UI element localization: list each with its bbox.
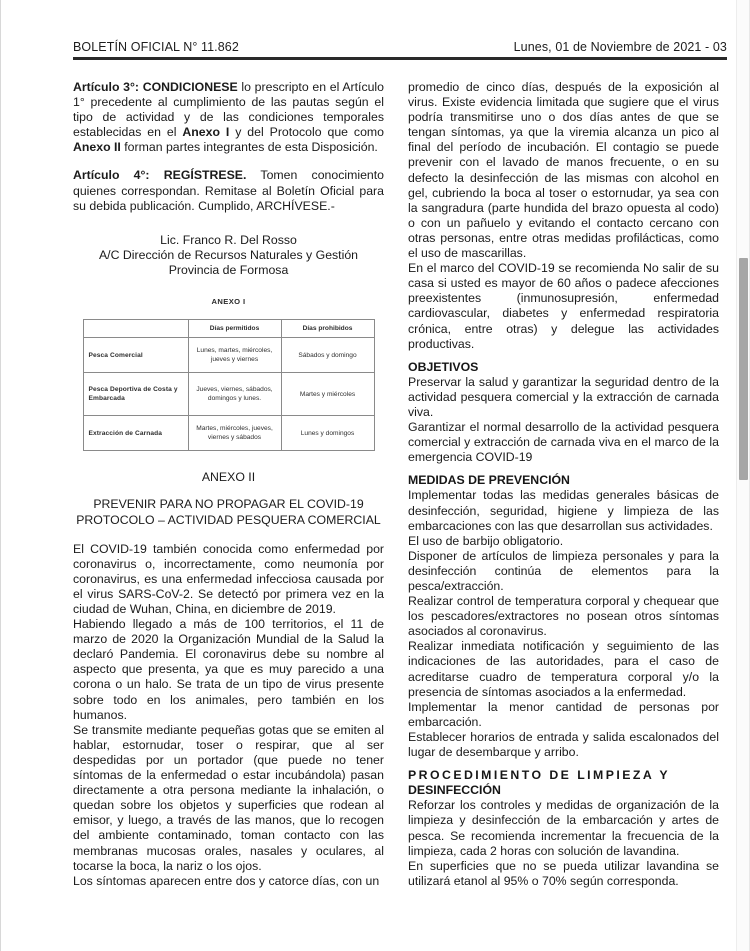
articulo-4-paragraph <box>73 168 384 213</box>
objetivos-item: Preservar la salud y garantizar la seguridad dentro de la actividad pesquera comercial y la extracción de carnada viva. <box>408 374 719 419</box>
articulo-4-label: Artículo 4°: <box>73 168 150 183</box>
right-column <box>408 80 719 945</box>
symptoms-paragraph-start: Los síntomas aparecen entre dos y catorce días, con un <box>73 873 380 888</box>
protocol-title <box>73 497 384 528</box>
articulo-3-text-2: y del Protocolo que como <box>229 125 384 140</box>
articulo-3-text-1: lo prescripto en el Artículo 1° precedente al cumplimiento de las pautas según el tipo de actividad y de las condiciones temporales establecidas en el <box>73 80 385 140</box>
articulo-3-text-3: forman partes integrantes de esta Disposición. <box>120 140 378 155</box>
articulo-3-keyword: CONDICIONESE <box>142 80 238 94</box>
medidas-item: Implementar la menor cantidad de personas por embarcación. <box>408 699 719 729</box>
anexo-i-table-wrapper <box>73 319 384 451</box>
procedimiento-item: En superficies que no se pueda utilizar lavandina se utilizará etanol al 95% o 70% según corresponda. <box>408 858 719 888</box>
bulletin-number: BOLETÍN OFICIAL N° 11.862 <box>73 40 239 54</box>
content-columns <box>73 80 725 945</box>
signatory-name: Lic. Franco R. Del Rosso <box>160 232 297 247</box>
risk-group-recommendation-paragraph: En el marco del COVID-19 se recomienda No salir de su casa si usted es mayor de 60 años o padece afecciones preexistentes (inmunosupresión, enfermedad cardiovascular, diabetes y enfermedad respiratoria crónica, entre otras) y delegue las actividades productivas. <box>408 261 719 351</box>
document-header <box>73 40 727 66</box>
objetivos-heading: OBJETIVOS <box>408 359 479 374</box>
medidas-item: Implementar todas las medidas generales básicas de desinfección, seguridad, higiene y limpieza de las embarcaciones con las que desarrollan sus actividades. <box>408 488 719 533</box>
table-cell-permitted: Lunes, martes, miércoles, jueves y viernes <box>188 338 281 373</box>
left-column <box>73 80 384 945</box>
table-header-row <box>83 320 374 338</box>
table-cell-permitted: Martes, miércoles, jueves, viernes y sábados <box>188 416 281 451</box>
anexo-i-heading: ANEXO I <box>211 297 246 307</box>
anexo-ii-heading: ANEXO II <box>201 470 256 485</box>
scrollbar-thumb[interactable] <box>739 258 748 480</box>
signature-block <box>73 233 384 278</box>
table-row <box>83 416 374 451</box>
pandemic-declaration-paragraph: Habiendo llegado a más de 100 territorios, el 11 de marzo de 2020 la Organización Mundial de la Salud la declaró Pandemia. El coronavirus debe su nombre al aspecto que presenta, ya que es muy parecido a una corona o un halo. Se trata de un tipo de virus presente sobre todo en los animales, pero también en los humanos. <box>73 617 384 722</box>
protocol-title-line-1: PREVENIR PARA NO PROPAGAR EL COVID-19 <box>93 497 364 512</box>
table-corner-cell <box>83 320 188 338</box>
table-row-activity: Pesca Deportiva de Costa y Embarcada <box>83 373 188 416</box>
table-column-header-prohibited: Días prohibidos <box>281 320 374 338</box>
fishing-schedule-table <box>83 319 375 451</box>
publication-date: Lunes, 01 de Noviembre de 2021 - 03 <box>513 40 727 54</box>
table-cell-permitted: Jueves, viernes, sábados, domingos y lunes. <box>188 373 281 416</box>
transmission-paragraph: Se transmite mediante pequeñas gotas que se emiten al hablar, estornudar, toser o respirar, que al ser despedidas por un portador (que puede no tener síntomas de la enfermedad o estar incubándola) pasan directamente a otra persona mediante la inhalación, o quedan sobre los objetos y superficies que rodean al emisor, y luego, a través de las manos, que lo recogen del ambiente contaminado, toman contacto con las membranas mucosas orales, nasales y oculares, al tocarse la boca, la nariz o los ojos. <box>73 722 384 873</box>
covid-definition-paragraph: El COVID-19 también conocida como enfermedad por coronavirus o, incorrectamente, como neumonía por coronavirus, es una enfermedad infecciosa causada por el virus SARS-CoV-2. Se detectó por primera vez en la ciudad de Wuhan, China, en diciembre de 2019. <box>73 541 384 616</box>
header-divider <box>73 57 727 60</box>
medidas-prevencion-heading: MEDIDAS DE PREVENCIÓN <box>408 473 570 488</box>
table-column-header-permitted: Días permitidos <box>188 320 281 338</box>
anexo-ii-reference: Anexo II <box>73 140 121 155</box>
table-cell-prohibited: Sábados y domingo <box>281 338 374 373</box>
medidas-item: Realizar control de temperatura corporal y chequear que los pescadores/extractores no posean otros síntomas asociados al coronavirus. <box>408 594 719 639</box>
articulo-4-keyword: REGÍSTRESE. <box>163 168 247 183</box>
procedimiento-item: Reforzar los controles y medidas de organización de la limpieza y desinfección de la embarcación y artes de pesca. Se recomienda incrementar la frecuencia de la limpieza, cada 2 horas con solución de lavandina. <box>408 798 719 858</box>
signatory-province: Provincia de Formosa <box>168 262 289 277</box>
anexo-i-reference: Anexo I <box>182 125 230 140</box>
table-row <box>83 373 374 416</box>
vertical-scrollbar[interactable] <box>736 0 749 951</box>
table-row <box>83 338 374 373</box>
articulo-3-label: Artículo 3°: <box>73 80 140 94</box>
procedimiento-heading-line-2: DESINFECCIÓN <box>408 783 501 798</box>
table-cell-prohibited: Martes y miércoles <box>281 373 374 416</box>
objetivos-item: Garantizar el normal desarrollo de la actividad pesquera comercial y extracción de carnada viva en el marco de la emergencia COVID-19 <box>408 420 719 465</box>
table-row-activity: Pesca Comercial <box>83 338 188 373</box>
medidas-item: Realizar inmediata notificación y seguimiento de las indicaciones de las autoridades, para el caso de acreditarse cuadro de temperatura corporal y/o la presencia de síntomas asociados a la enfermedad. <box>408 639 719 699</box>
protocol-title-line-2: PROTOCOLO – ACTIVIDAD PESQUERA COMERCIAL <box>76 513 381 528</box>
table-cell-prohibited: Lunes y domingos <box>281 416 374 451</box>
medidas-item: Disponer de artículos de limpieza personales y para la desinfección continúa de elementos para la pesca/extracción. <box>408 548 719 593</box>
procedimiento-heading-line-1: PROCEDIMIENTO DE LIMPIEZA Y <box>408 768 671 783</box>
medidas-item: Establecer horarios de entrada y salida escalonados del lugar de desembarque y arribo. <box>408 729 719 760</box>
articulo-3-paragraph <box>73 80 384 155</box>
symptoms-paragraph-continued: promedio de cinco días, después de la exposición al virus. Existe evidencia limitada que sugiere que el virus podría transmitirse uno o dos días antes de que se tengan síntomas, ya que la viremia alcanza un pico al final del período de incubación. El contagio se puede prevenir con el lavado de manos frecuente, o en su defecto la desinfección de las mismas con alcohol en gel, cubriendo la boca al toser o estornudar, ya sea con la sangradura (parte hundida del brazo opuesta al codo) o con un pañuelo y evitando el contacto cercano con otras personas, entre otras medidas profilácticas, como el uso de mascarillas. <box>408 80 719 261</box>
signatory-role: A/C Dirección de Recursos Naturales y Gestión <box>98 247 359 262</box>
table-row-activity: Extracción de Carnada <box>83 416 188 451</box>
articulo-4-text: Tomen conocimiento quienes correspondan. Remitase al Boletín Oficial para su debida publicación. Cumplido, ARCHÍVESE.- <box>73 168 384 213</box>
medidas-item: El uso de barbijo obligatorio. <box>408 533 564 548</box>
